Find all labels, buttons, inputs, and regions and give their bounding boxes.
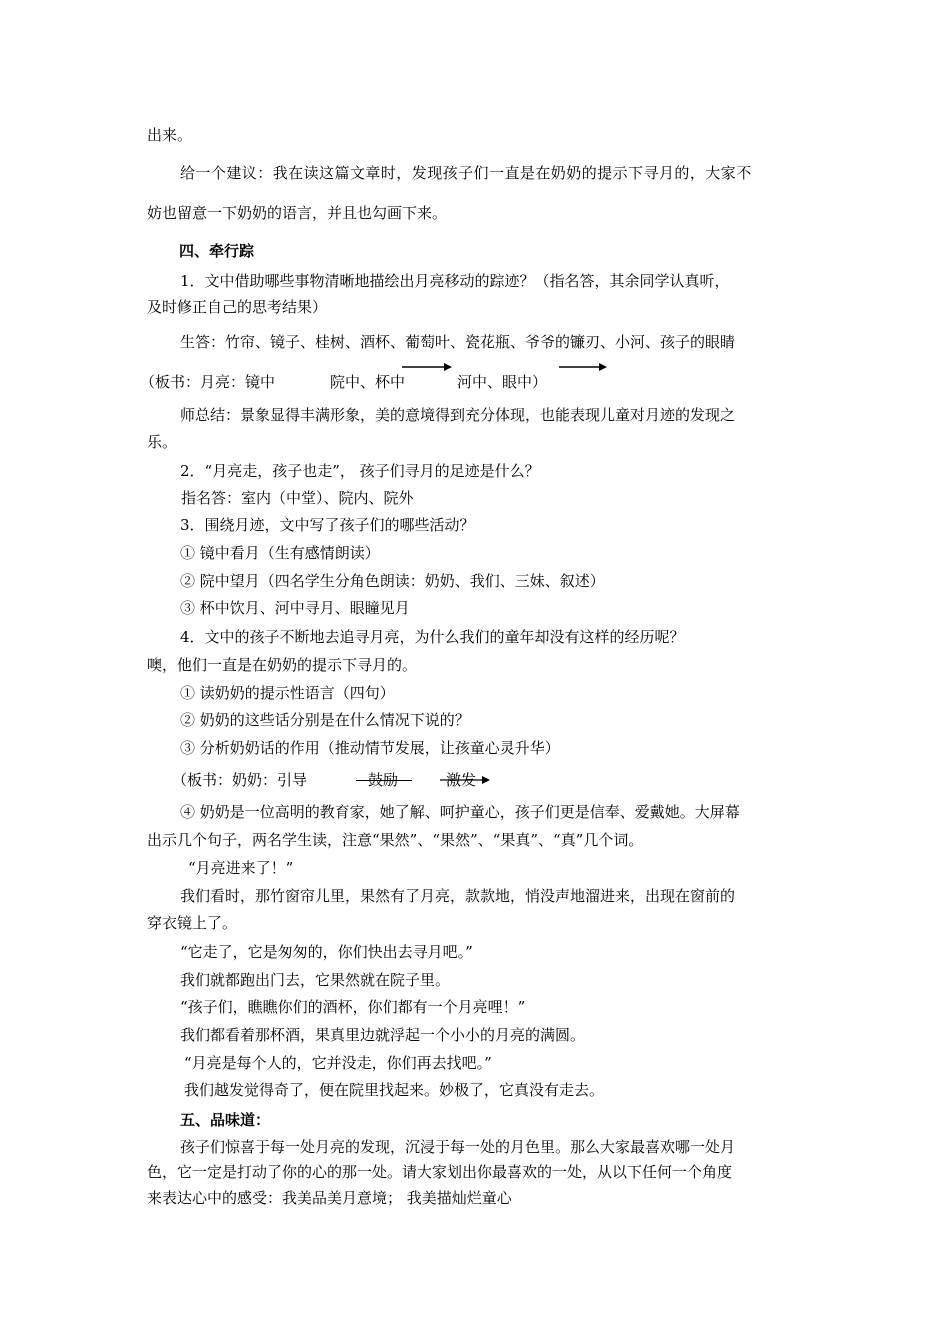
arrow-right-icon — [559, 362, 607, 372]
quote-line: “月亮是每个人的，它并没走，你们再去找吧。” — [184, 1054, 492, 1072]
text-line: 及时修正自己的思考结果） — [147, 298, 328, 316]
arrow-line — [356, 780, 412, 781]
text-line: 妨也留意一下奶奶的语言，并且也勾画下来。 — [147, 204, 448, 222]
board-note-moon-prefix: （板书：月亮：镜中 — [140, 373, 276, 391]
board-note-grandma-item: 鼓励 — [368, 771, 399, 789]
board-note-grandma-item: 激发 — [446, 771, 477, 789]
text-line: 给一个建议：我在读这篇文章时，发现孩子们一直是在奶奶的提示下寻月的，大家不 — [180, 164, 752, 182]
text-line: 出来。 — [147, 126, 193, 144]
text-line: 色，它一定是打动了你的心的那一处。请大家划出你最喜欢的一处，从以下任何一个角度 — [147, 1163, 733, 1181]
text-line: ① 镜中看月（生有感情朗读） — [180, 544, 380, 562]
text-line: 1．文中借助哪些事物清晰地描绘出月亮移动的踪迹？（指名答，其余同学认真听， — [180, 272, 730, 290]
text-line: 指名答：室内（中堂）、院内、院外 — [181, 489, 414, 507]
board-note-moon-item: 院中、杯中 — [330, 373, 406, 391]
quote-line: “它走了，它是匆匆的，你们快出去寻月吧。” — [180, 943, 473, 961]
section-heading: 五、品味道： — [180, 1111, 271, 1129]
text-line: 我们看时，那竹窗帘儿里，果然有了月亮，款款地，悄没声地溜进来，出现在窗前的 — [180, 887, 736, 905]
text-line: 3．围绕月迹，文中写了孩子们的哪些活动？ — [180, 516, 475, 534]
text-line: ④ 奶奶是一位高明的教育家，她了解、呵护童心，孩子们更是信奉、爱戴她。大屏幕 — [180, 803, 740, 821]
text-line: ③ 杯中饮月、河中寻月、眼瞳见月 — [180, 599, 410, 617]
text-line: 出示几个句子，两名学生读，注意“果然”、“果然”、“果真”、“真”几个词。 — [147, 831, 644, 849]
text-line: 我们越发觉得奇了，便在院里找起来。妙极了，它真没有走去。 — [184, 1081, 605, 1099]
text-line: 噢，他们一直是在奶奶的提示下寻月的。 — [147, 656, 418, 674]
text-line: 我们都看着那杯酒，果真里边就浮起一个小小的月亮的满圆。 — [180, 1026, 586, 1044]
section-heading: 四、牵行踪 — [179, 242, 255, 260]
board-note-moon-item: 河中、眼中） — [457, 373, 548, 391]
text-line: 穿衣镜上了。 — [147, 914, 238, 932]
text-line: 生答：竹帘、镜子、桂树、酒杯、葡萄叶、瓷花瓶、爷爷的镰刃、小河、孩子的眼睛 — [180, 333, 736, 351]
text-line: 4．文中的孩子不断地去追寻月亮，为什么我们的童年却没有这样的经历呢？ — [180, 628, 685, 646]
board-note-grandma-prefix: （板书：奶奶：引导 — [172, 771, 308, 789]
text-line: 来表达心中的感受：我美品美月意境； 我美描灿烂童心 — [147, 1189, 512, 1207]
text-line: ② 奶奶的这些话分别是在什么情况下说的？ — [180, 711, 470, 729]
text-line: ③ 分析奶奶话的作用（推动情节发展，让孩童心灵升华） — [180, 739, 560, 757]
text-line: 师总结：景象显得丰满形象，美的意境得到充分体现，也能表现儿童对月迹的发现之 — [180, 406, 736, 424]
text-line: 乐。 — [147, 433, 178, 451]
quote-line: “孩子们，瞧瞧你们的酒杯，你们都有一个月亮哩！” — [180, 998, 526, 1016]
arrow-right-icon — [440, 775, 490, 785]
arrow-right-icon — [402, 362, 452, 372]
quote-line: “月亮进来了！” — [188, 859, 294, 877]
text-line: 我们就都跑出门去，它果然就在院子里。 — [180, 971, 451, 989]
text-line: ② 院中望月（四名学生分角色朗读：奶奶、我们、三妹、叙述） — [180, 572, 605, 590]
text-line: ① 读奶奶的提示性语言（四句） — [180, 684, 395, 702]
text-line: 孩子们惊喜于每一处月亮的发现，沉浸于每一处的月色里。那么大家最喜欢哪一处月 — [180, 1138, 736, 1156]
text-line: 2．“月亮走，孩子也走”， 孩子们寻月的足迹是什么？ — [180, 462, 540, 480]
